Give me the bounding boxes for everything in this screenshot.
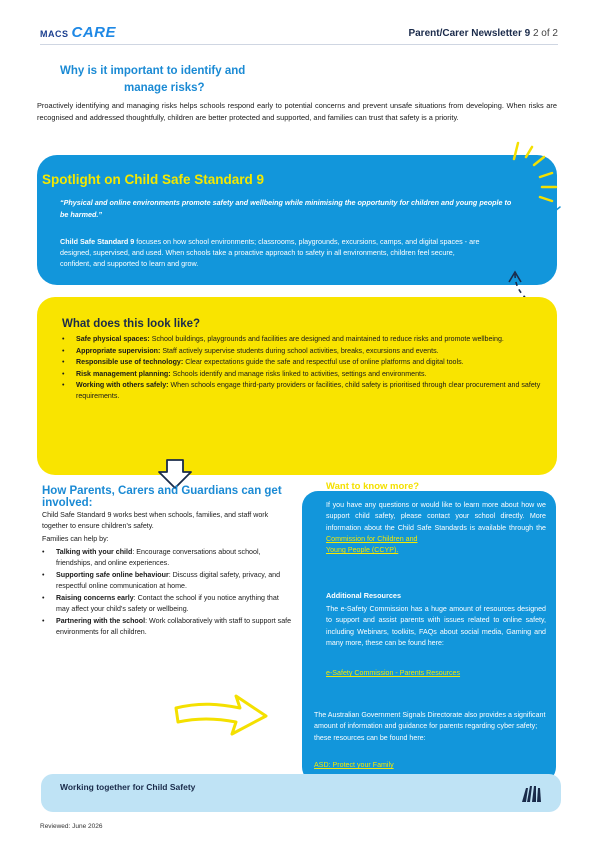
why-heading-line2: manage risks? [124,82,205,94]
item-text: Schools identify and manage risks linked to activities, settings and environments. [170,369,427,378]
know-more-title: Want to know more? [326,481,420,492]
list-item [42,616,292,638]
item-bold: Appropriate supervision: [76,346,161,355]
know-more-body [326,500,546,556]
why-heading-line1: Why is it important to identify and [60,65,246,77]
footer-banner-text: Working together for Child Safety [60,782,196,792]
item-bold: Partnering with the school [56,617,146,625]
macs-care-logo [40,24,116,41]
list-item [62,346,542,357]
item-text: Staff actively supervise students during school activities, breaks, excursions and events. [160,346,439,355]
families-label: Families can help by: [42,535,109,543]
hands-icon [520,784,544,804]
spotlight-body-bold: Child Safe Standard 9 [60,237,135,246]
item-text: School buildings, playgrounds and facilities are designed and maintained to reduce risks and promote wellbeing. [149,335,504,343]
sparkle-lines-icon [500,135,570,225]
footer-banner [41,774,561,812]
look-like-title: What does this look like? [62,318,201,330]
item-bold: Raising concerns early [56,594,134,602]
item-text: : Encourage conversations about school, friendships, and online experiences. [56,548,261,567]
asd-link[interactable]: ASD: Protect your Family [314,761,394,769]
item-text: : Discuss digital safety, privacy, and respectful online communication at home. [56,571,281,590]
item-bold: Talking with your child [56,548,133,556]
item-text: : Contact the school if you notice anything that may affect your child’s safety or wellbeing. [56,594,279,613]
list-item [62,380,542,401]
know-more-text: If you have any questions or would like to learn more about how we support child safety, please contact your school directly. More information about the Child Safe Standards is available through the [326,501,546,532]
spotlight-body-text: focuses on how school environments; classrooms, playgrounds, excursions, camps, and digital spaces - are designed, supervised, and used. When schools take a proactive approach to safety in all environments, children feel secure, confident, and supported to learn and grow. [60,237,480,268]
right-arrow-icon [170,690,270,740]
parents-title: How Parents, Carers and Guardians can get involved: [42,485,282,509]
item-bold: Supporting safe online behaviour [56,571,169,579]
logo-care-text: CARE [71,24,117,41]
spotlight-quote: “Physical and online environments promote safety and wellbeing while minimising the opportunity for children and young people to be harmed.” [60,198,512,219]
ccyp-link[interactable] [326,535,417,554]
header-divider [40,44,558,45]
item-bold: Risk management planning: [76,369,171,378]
additional-resources-title: Additional Resources [326,591,402,600]
logo-macs-text: MACS [40,29,69,39]
spotlight-body [60,236,485,269]
page-indicator: 2 of 2 [532,28,558,39]
list-item [62,369,542,380]
list-item [42,593,292,615]
newsletter-header [408,28,558,39]
esafety-body: The e-Safety Commission has a huge amount of resources designed to support and assist parents with issues related to online safety, including Webinars, toolkits, FAQs about social media, Gaming and many more, these can be found here: [326,605,546,647]
spotlight-title: Spotlight on Child Safe Standard 9 [42,172,265,187]
ccyp-link-line2[interactable]: Young People (CCYP). [326,546,399,555]
why-body: Proactively identifying and managing risks helps schools respond early to potential concerns and prevent unsafe situations from developing. When risks are recognised and addressed thoughtfully, children are better protected and supported, and families can trust that safety is a priority. [37,101,557,122]
list-item [62,334,542,345]
ccyp-link-line1[interactable]: Commission for Children and [326,534,418,543]
item-text: : Work collaboratively with staff to support safe environments for all children. [56,617,292,636]
parents-intro: Child Safe Standard 9 works best when schools, families, and staff work together to ensure children’s safety. [42,511,269,530]
reviewed-date: Reviewed: June 2026 [40,823,103,830]
look-like-list [62,334,542,402]
list-item [42,547,292,569]
asd-body: The Australian Government Signals Directorate also provides a significant amount of information and guidance for parents regarding cyber safety; these resources can be found here: [314,711,546,742]
esafety-link[interactable]: e-Safety Commission - Parents Resources [326,669,461,677]
item-bold: Safe physical spaces: [76,335,150,343]
item-bold: Responsible use of technology: [76,358,184,366]
list-item [62,357,542,368]
item-text: When schools engage third-party providers or facilities, child safety is prioritised through clear procurement and safety requirements. [76,381,541,400]
newsletter-title: Parent/Carer Newsletter 9 [408,28,531,39]
list-item [42,570,292,592]
item-bold: Working with others safely: [76,381,169,389]
item-text: Clear expectations guide the safe and respectful use of online platforms and digital tools. [183,358,464,366]
why-heading [60,63,320,97]
parents-list [42,547,292,639]
